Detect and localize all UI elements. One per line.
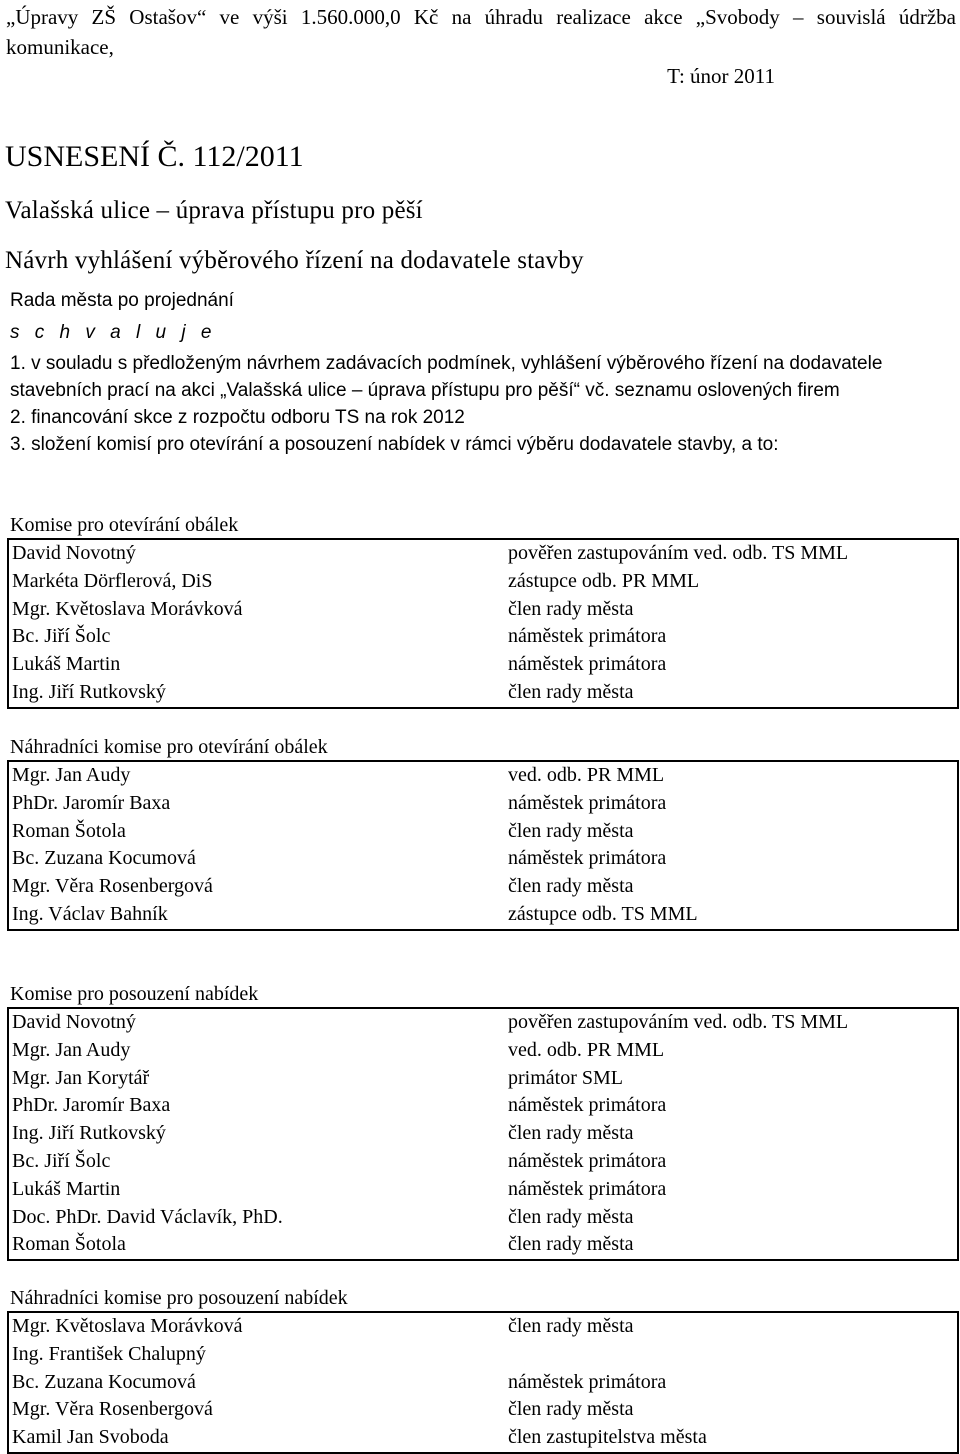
member-role: člen rady města — [508, 1205, 634, 1228]
member-role: náměstek primátora — [508, 1370, 667, 1393]
member-row — [8, 1092, 958, 1120]
member-role: náměstek primátora — [508, 653, 667, 676]
member-name: Mgr. Věra Rosenbergová — [12, 1398, 213, 1421]
member-role: pověřen zastupováním ved. odb. TS MML — [508, 1011, 849, 1033]
member-name: David Novotný — [12, 1011, 136, 1033]
member-name: Mgr. Jan Audy — [12, 764, 131, 786]
member-role — [505, 1341, 958, 1369]
member-name: Markéta Dörflerová, DiS — [12, 569, 213, 592]
resolution-number: USNESENÍ Č. 112/2011 — [5, 140, 304, 173]
committee-title: Náhradníci komise pro posouzení nabídek — [10, 1287, 348, 1309]
committee-evaluation-substitutes — [7, 1285, 957, 1454]
committee-opening — [7, 512, 957, 709]
member-row — [8, 818, 958, 846]
point-3: 3. složení komisí pro otevírání a posouzení nabídek v rámci výběru dodavatele stavby, a to: — [10, 434, 779, 455]
member-name: Roman Šotola — [12, 1233, 126, 1256]
member-name: Bc. Zuzana Kocumová — [12, 1370, 196, 1393]
member-row — [8, 873, 958, 901]
member-name: Ing. František Chalupný — [12, 1342, 206, 1365]
point-2: 2. financování skce z rozpočtu odboru TS na rok 2012 — [10, 407, 465, 428]
member-row — [8, 1176, 958, 1204]
member-row — [8, 651, 958, 679]
member-row — [8, 901, 958, 930]
member-row — [8, 1312, 958, 1341]
member-row — [8, 679, 958, 708]
member-row — [8, 1037, 958, 1065]
member-name: Bc. Zuzana Kocumová — [12, 847, 196, 870]
member-row — [8, 1424, 958, 1453]
approves-text: s c h v a l u j e — [10, 322, 217, 343]
resolution-points — [10, 350, 940, 458]
subject-line-2: Návrh vyhlášení výběrového řízení na dodavatele stavby — [5, 247, 584, 274]
committee-title: Komise pro otevírání obálek — [10, 514, 239, 536]
member-role: ved. odb. PR MML — [508, 1038, 665, 1061]
members-table — [7, 760, 959, 931]
member-name: Ing. Václav Bahník — [12, 902, 168, 925]
committee-opening-substitutes — [7, 734, 957, 931]
members-table — [7, 1007, 959, 1261]
member-row — [8, 623, 958, 651]
member-name: Lukáš Martin — [12, 1177, 121, 1200]
member-role: člen rady města — [508, 1122, 634, 1145]
member-row — [8, 761, 958, 790]
member-role: náměstek primátora — [508, 625, 667, 648]
member-row — [8, 845, 958, 873]
member-name: PhDr. Jaromír Baxa — [12, 791, 171, 814]
member-name: PhDr. Jaromír Baxa — [12, 1094, 171, 1117]
member-role: člen rady města — [508, 819, 634, 842]
member-role: člen rady města — [508, 597, 634, 620]
council-text: Rada města po projednání — [10, 290, 234, 311]
member-name: Mgr. Jan Korytář — [12, 1066, 150, 1089]
member-row — [8, 1204, 958, 1232]
member-role: primátor SML — [508, 1066, 623, 1089]
member-name: Kamil Jan Svoboda — [12, 1426, 169, 1449]
member-row — [8, 568, 958, 596]
member-row — [8, 1341, 958, 1369]
member-name: Roman Šotola — [12, 819, 126, 842]
member-name: David Novotný — [12, 542, 136, 564]
member-role: náměstek primátora — [508, 791, 667, 814]
committee-evaluation — [7, 981, 957, 1261]
point-1: 1. v souladu s předloženým návrhem zadávacích podmínek, vyhlášení výběrového řízení na dodavatele stavebních prací na akci „Valašská ulice – úprava přístupu pro pěší“ vč. seznamu oslovených firem — [10, 353, 883, 401]
member-role: člen rady města — [508, 875, 634, 898]
members-table — [7, 538, 959, 709]
member-row — [8, 1148, 958, 1176]
member-role: náměstek primátora — [508, 1149, 667, 1172]
member-role: ved. odb. PR MML — [508, 764, 665, 786]
member-role: náměstek primátora — [508, 1094, 667, 1117]
member-row — [8, 790, 958, 818]
member-role: zástupce odb. PR MML — [508, 569, 700, 592]
member-role: člen zastupitelstva města — [508, 1426, 707, 1449]
member-role: člen rady města — [508, 1233, 634, 1256]
committee-title: Náhradníci komise pro otevírání obálek — [10, 736, 328, 758]
member-name: Bc. Jiří Šolc — [12, 625, 111, 648]
subject-line-1: Valašská ulice – úprava přístupu pro pěší — [5, 197, 423, 224]
member-row — [8, 539, 958, 568]
member-row — [8, 1231, 958, 1260]
member-name: Mgr. Květoslava Morávková — [12, 597, 243, 620]
member-role: člen rady města — [508, 1315, 634, 1337]
member-role: člen rady města — [508, 680, 634, 703]
member-role: náměstek primátora — [508, 1177, 667, 1200]
member-role: zástupce odb. TS MML — [508, 902, 698, 925]
member-name: Mgr. Věra Rosenbergová — [12, 875, 213, 898]
member-row — [8, 1369, 958, 1397]
member-role: náměstek primátora — [508, 847, 667, 870]
member-row — [8, 1120, 958, 1148]
member-name: Mgr. Jan Audy — [12, 1038, 131, 1061]
member-name: Mgr. Květoslava Morávková — [12, 1315, 243, 1337]
term-date: T: únor 2011 — [667, 64, 775, 88]
member-name: Ing. Jiří Rutkovský — [12, 680, 166, 703]
intro-text: „Úpravy ZŠ Ostašov“ ve výši 1.560.000,0 Kč na úhradu realizace akce „Svobody – souvislá údržba komunikace, — [6, 5, 956, 59]
member-name: Bc. Jiří Šolc — [12, 1149, 111, 1172]
committee-title: Komise pro posouzení nabídek — [10, 983, 259, 1005]
member-role: pověřen zastupováním ved. odb. TS MML — [508, 542, 849, 564]
member-row — [8, 1065, 958, 1093]
member-row — [8, 1396, 958, 1424]
member-row — [8, 596, 958, 624]
member-name: Lukáš Martin — [12, 653, 121, 676]
member-row — [8, 1008, 958, 1037]
member-name: Doc. PhDr. David Václavík, PhD. — [12, 1205, 283, 1228]
members-table — [7, 1311, 959, 1454]
member-name: Ing. Jiří Rutkovský — [12, 1122, 166, 1145]
member-role: člen rady města — [508, 1398, 634, 1421]
